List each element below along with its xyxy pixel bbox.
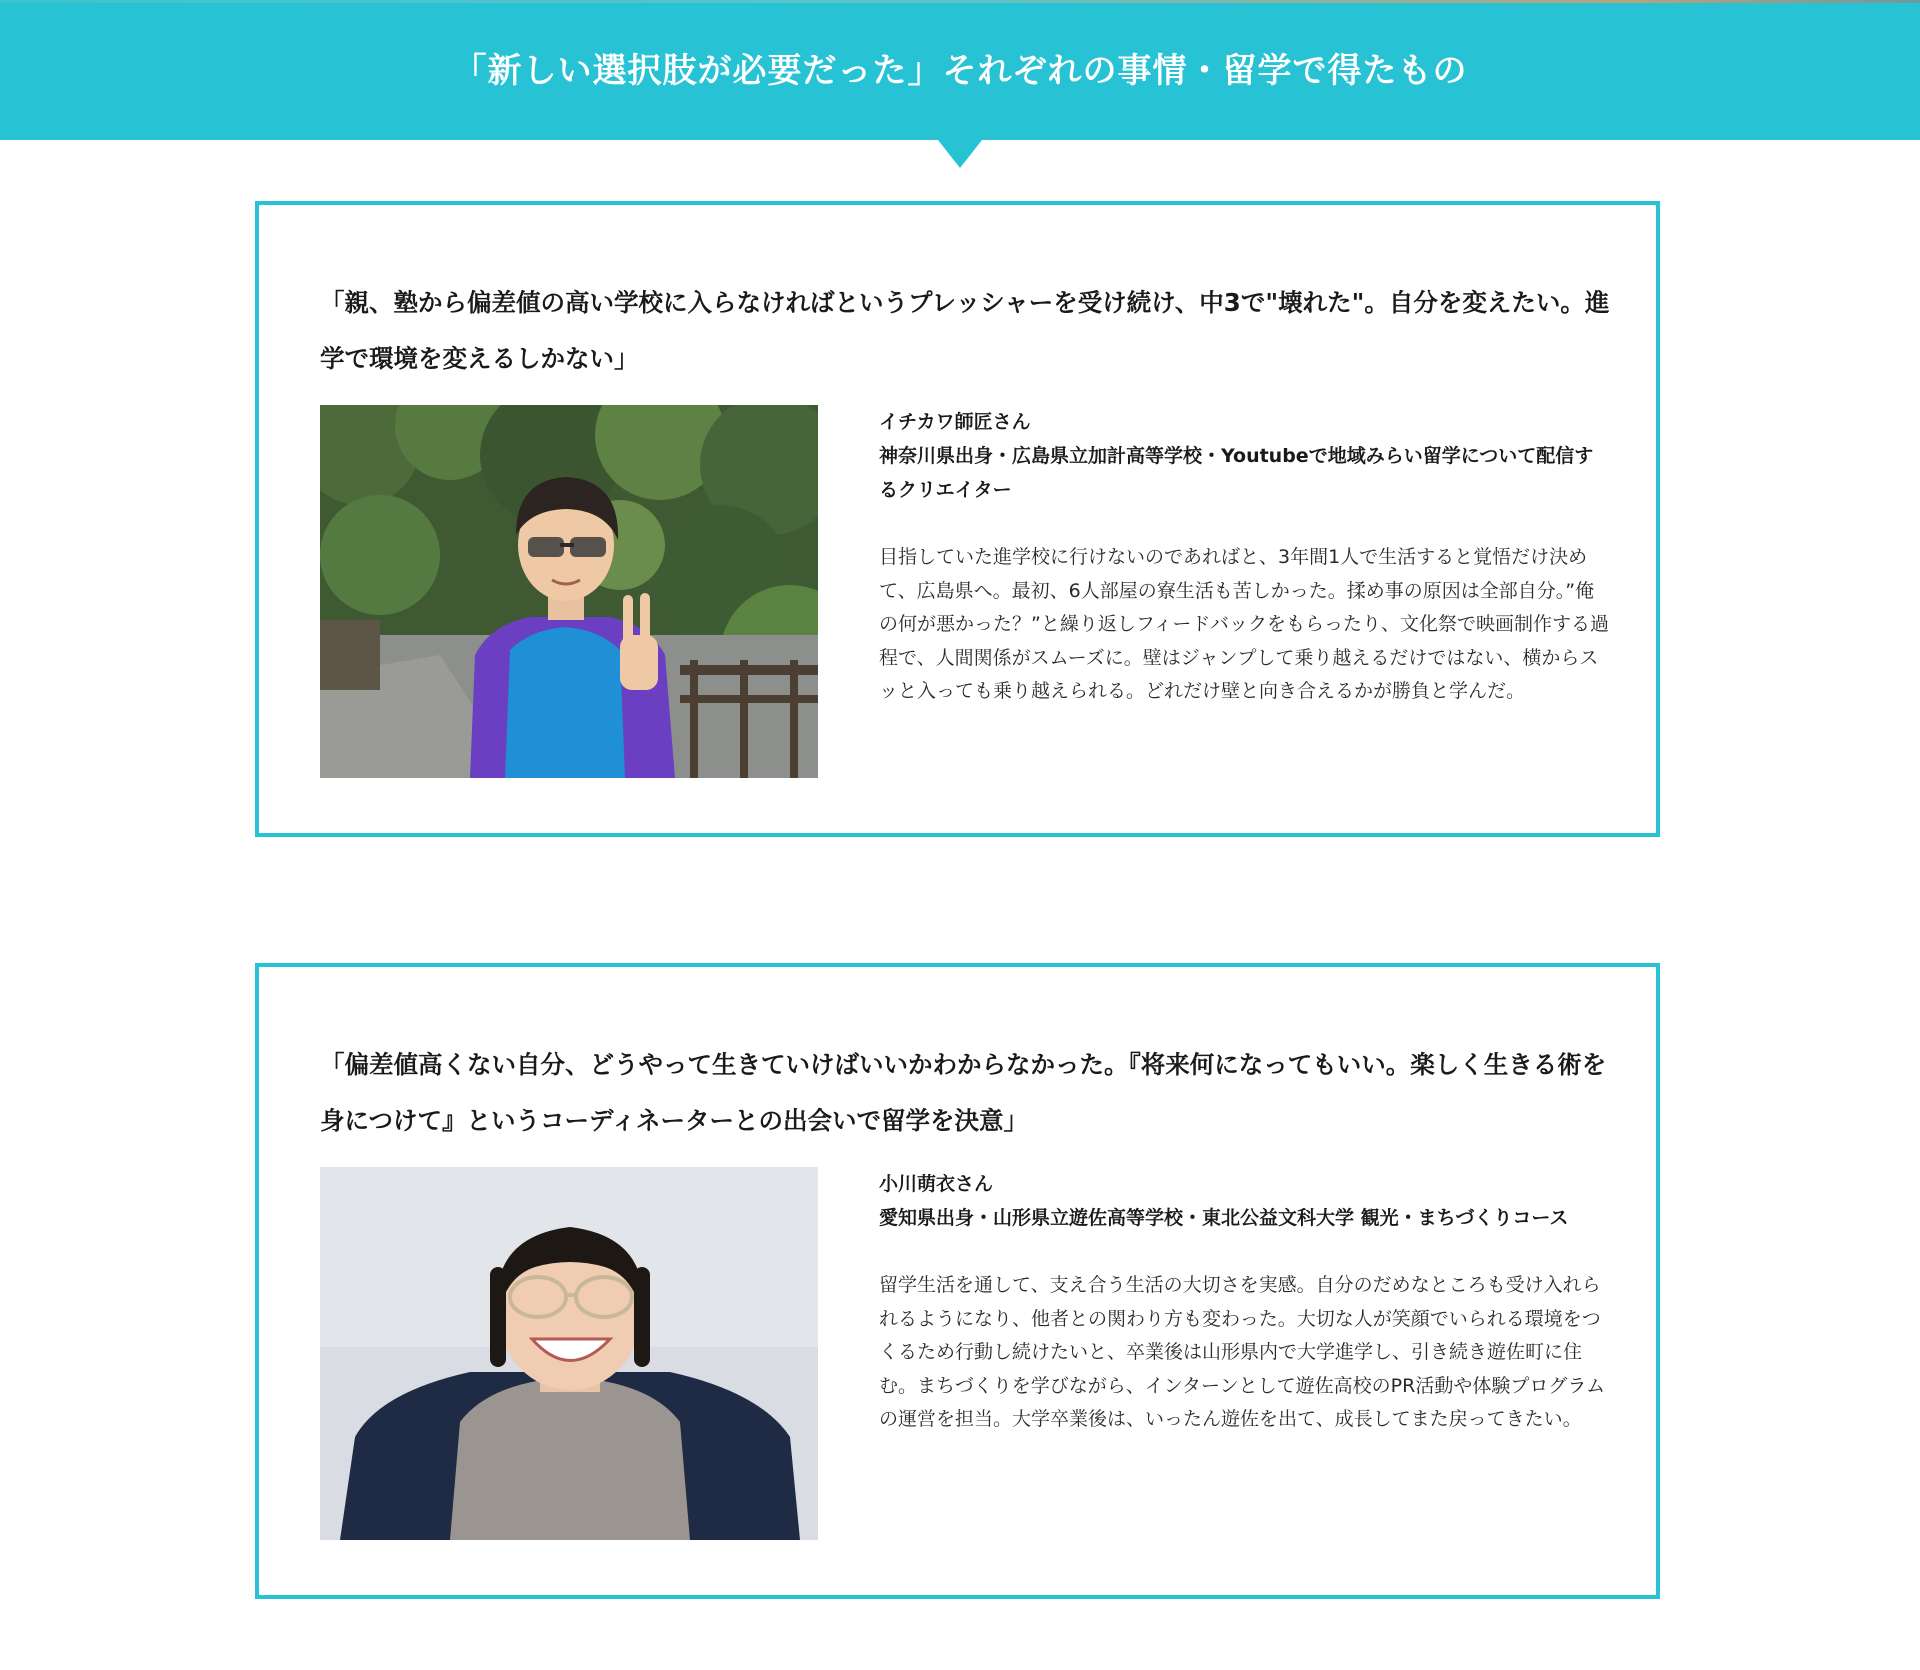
person-info (879, 1167, 1609, 1437)
photo-girl-smiling (320, 1167, 818, 1540)
story-body: 留学生活を通して、支え合う生活の大切さを実感。自分のだめなところも受け入れられるようになり、他者との関わり方も変わった。大切な人が笑顔でいられる環境をつくるため行動し続けたいと、卒業後は山形県内で大学進学し、引き続き遊佐町に住む。まちづくりを学びながら、インターンとして遊佐高校のPR活動や体験プログラムの運営を担当。大学卒業後は、いったん遊佐を出て、成長してまた戻ってきたい。 (879, 1274, 1606, 1430)
person-description: 神奈川県出身・広島県立加計高等学校・Youtubeで地域みらい留学について配信するクリエイター (879, 445, 1594, 501)
person-info (879, 405, 1609, 709)
story-card (255, 201, 1660, 837)
story-quote: 「親、塾から偏差値の高い学校に入らなければというプレッシャーを受け続け、中3で"壊れた"。自分を変えたい。進学で環境を変えるしかない」 (320, 288, 1610, 373)
photo-boy-peace-sign (320, 405, 818, 778)
header-accent-line (0, 0, 1920, 3)
section-header (0, 0, 1920, 140)
story-body: 目指していた進学校に行けないのであればと、3年間1人で生活すると覚悟だけ決めて、広島県へ。最初、6人部屋の寮生活も苦しかった。揉め事の原因は全部自分。”俺の何が悪かった？”と繰り返しフィードバックをもらったり、文化祭で映画制作する過程で、人間関係がスムーズに。壁はジャンプして乗り越えるだけではない、横からスッと入っても乗り越えられる。どれだけ壁と向き合えるかが勝負と学んだ。 (879, 546, 1609, 702)
header-down-arrow-icon (938, 140, 982, 168)
person-name: 小川萌衣さん (879, 1173, 994, 1195)
story-card (255, 963, 1660, 1599)
person-description: 愛知県出身・山形県立遊佐高等学校・東北公益文科大学 観光・まちづくりコース (879, 1207, 1569, 1229)
person-name: イチカワ師匠さん (879, 411, 1031, 433)
story-quote: 「偏差値高くない自分、どうやって生きていけばいいかわからなかった。『将来何になってもいい。楽しく生きる術を身につけて』というコーディネーターとの出会いで留学を決意」 (320, 1050, 1607, 1135)
section-title: 「新しい選択肢が必要だった」それぞれの事情・留学で得たもの (452, 51, 1468, 91)
